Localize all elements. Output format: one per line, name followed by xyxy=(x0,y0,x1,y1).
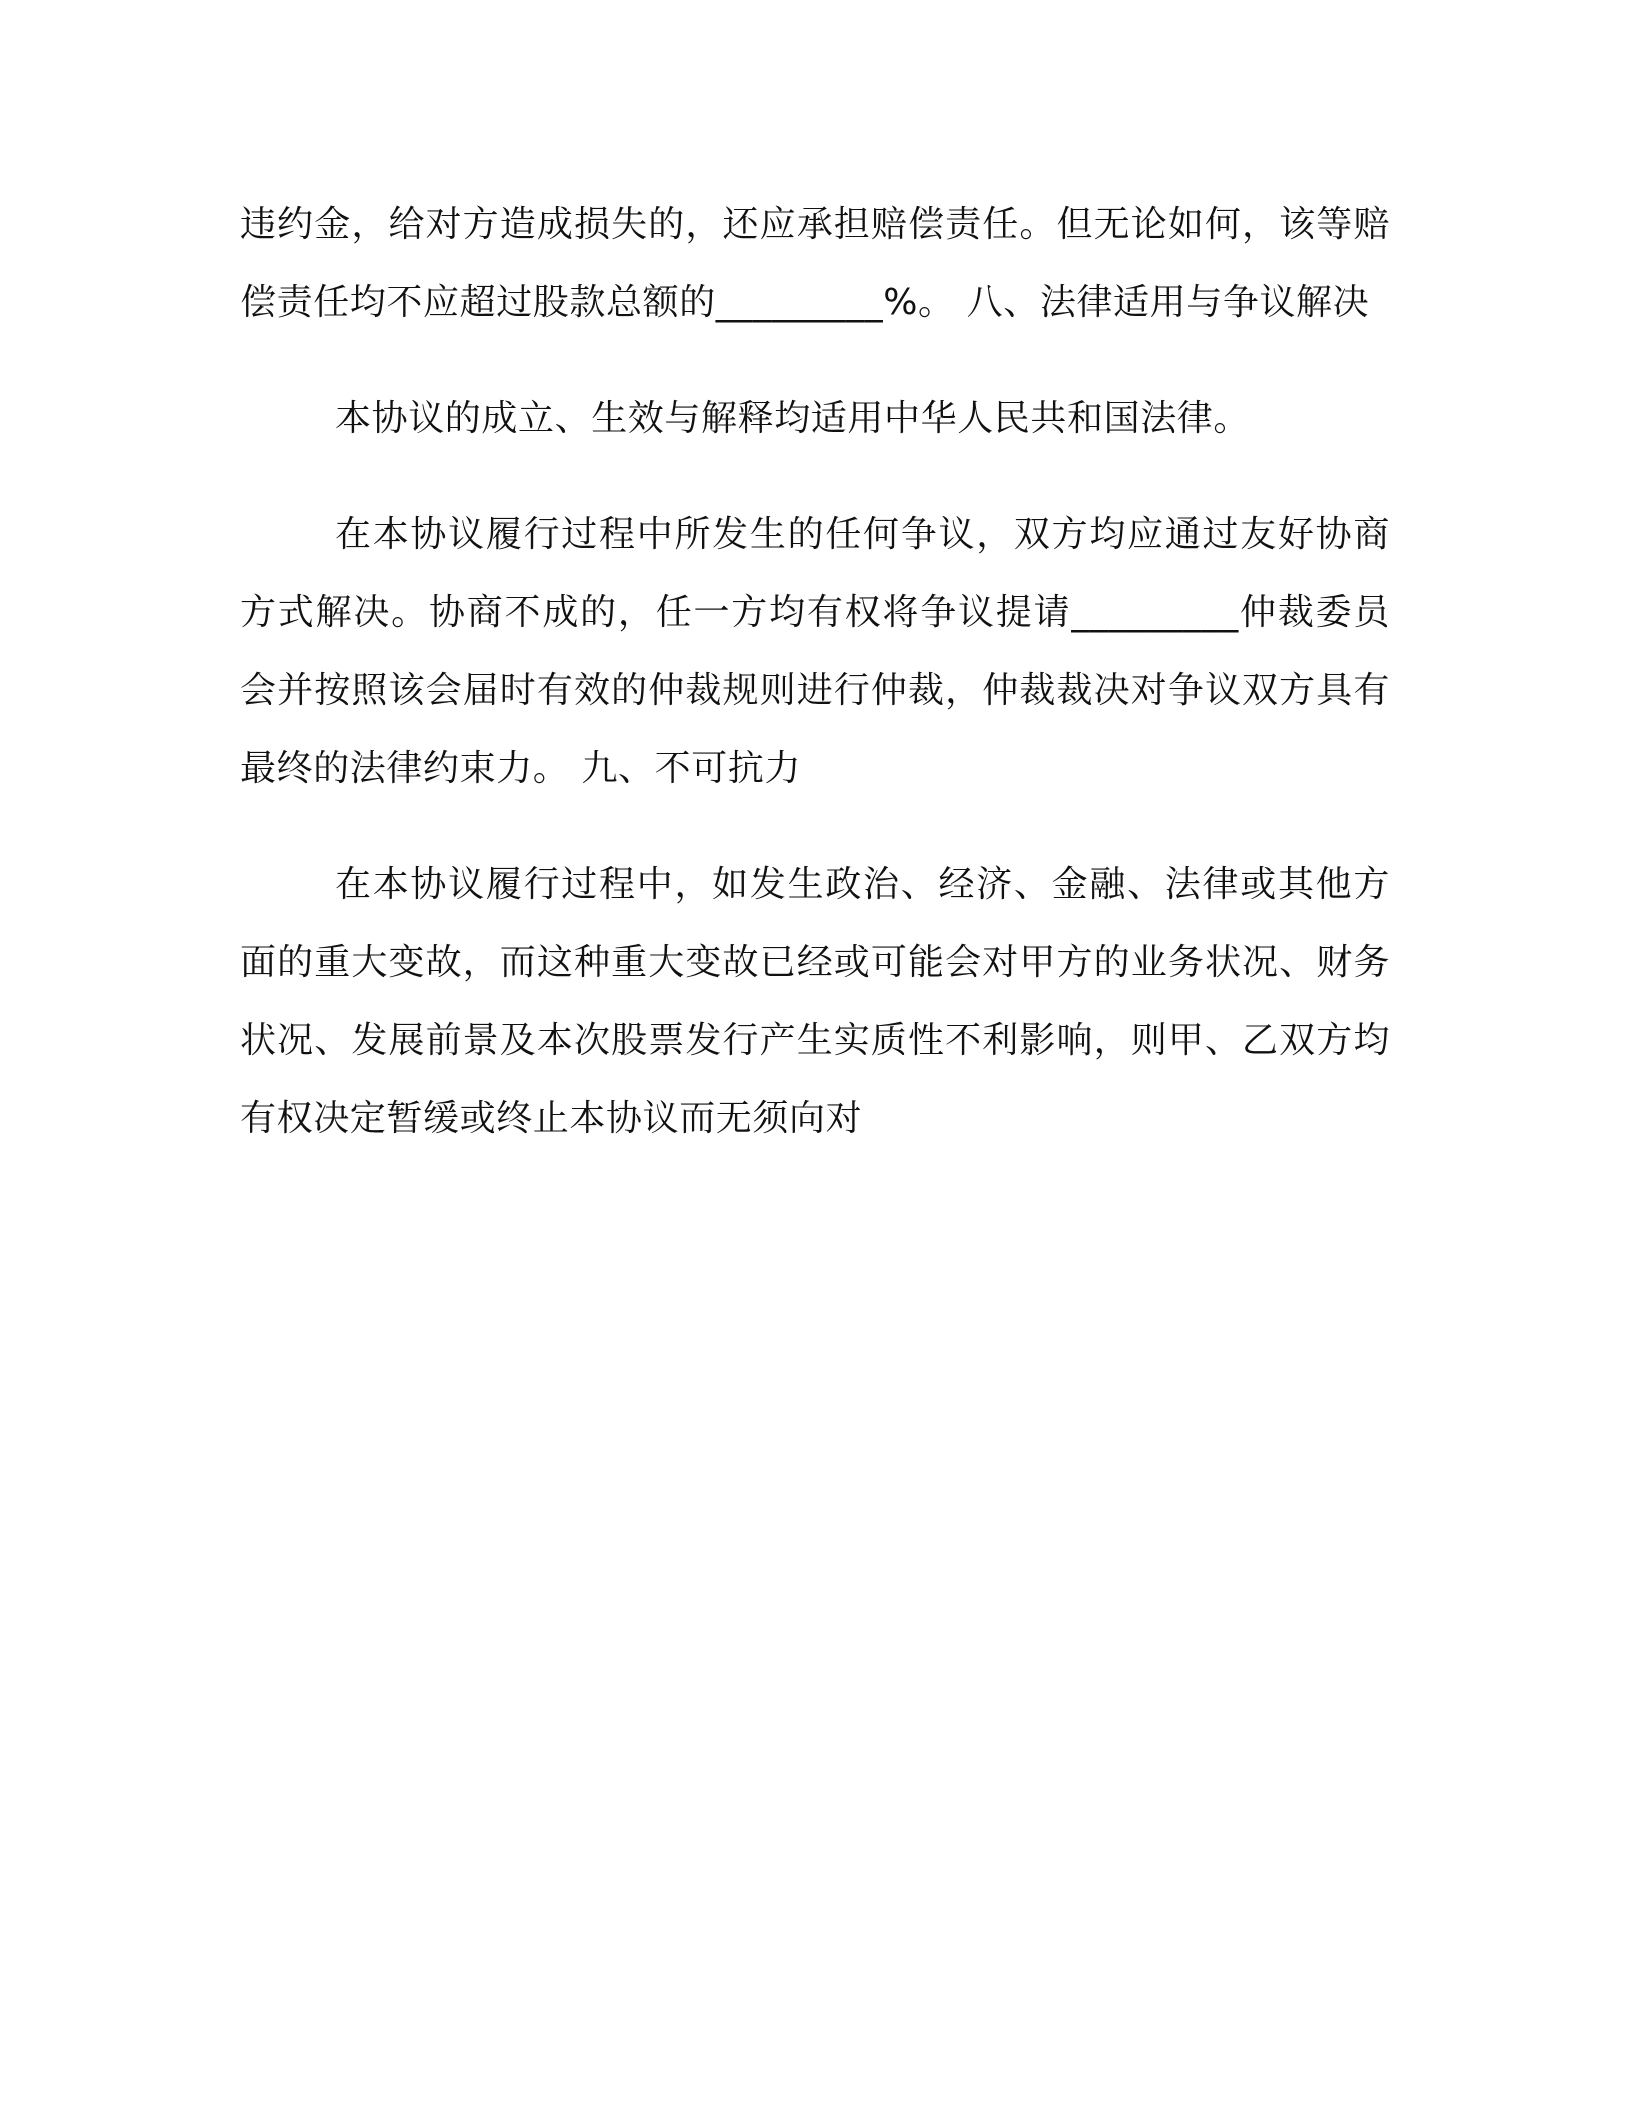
paragraph-governing-law: 本协议的成立、生效与解释均适用中华人民共和国法律。 xyxy=(335,398,1251,439)
paragraph-dispute-resolution: 在本协议履行过程中所发生的任何争议，双方均应通过友好协商方式解决。协商不成的，任一方均有权将争议提请_________仲裁委员会并按照该会届时有效的仲裁规则进行仲裁，仲裁裁决对争议双方具有最终的法律约束力。 九、不可抗力 xyxy=(240,514,1391,789)
paragraph-force-majeure: 在本协议履行过程中，如发生政治、经济、金融、法律或其他方面的重大变故，而这种重大变故已经或可能会对甲方的业务状况、财务状况、发展前景及本次股票发行产生实质性不利影响，则甲、乙双方均有权决定暂缓或终止本协议而无须向对 xyxy=(240,864,1390,1139)
paragraph-liquidated-damages: 违约金，给对方造成损失的，还应承担赔偿责任。但无论如何，该等赔偿责任均不应超过股款总额的_________%。 八、法律适用与争议解决 xyxy=(240,204,1390,323)
document-body xyxy=(240,186,1390,1158)
